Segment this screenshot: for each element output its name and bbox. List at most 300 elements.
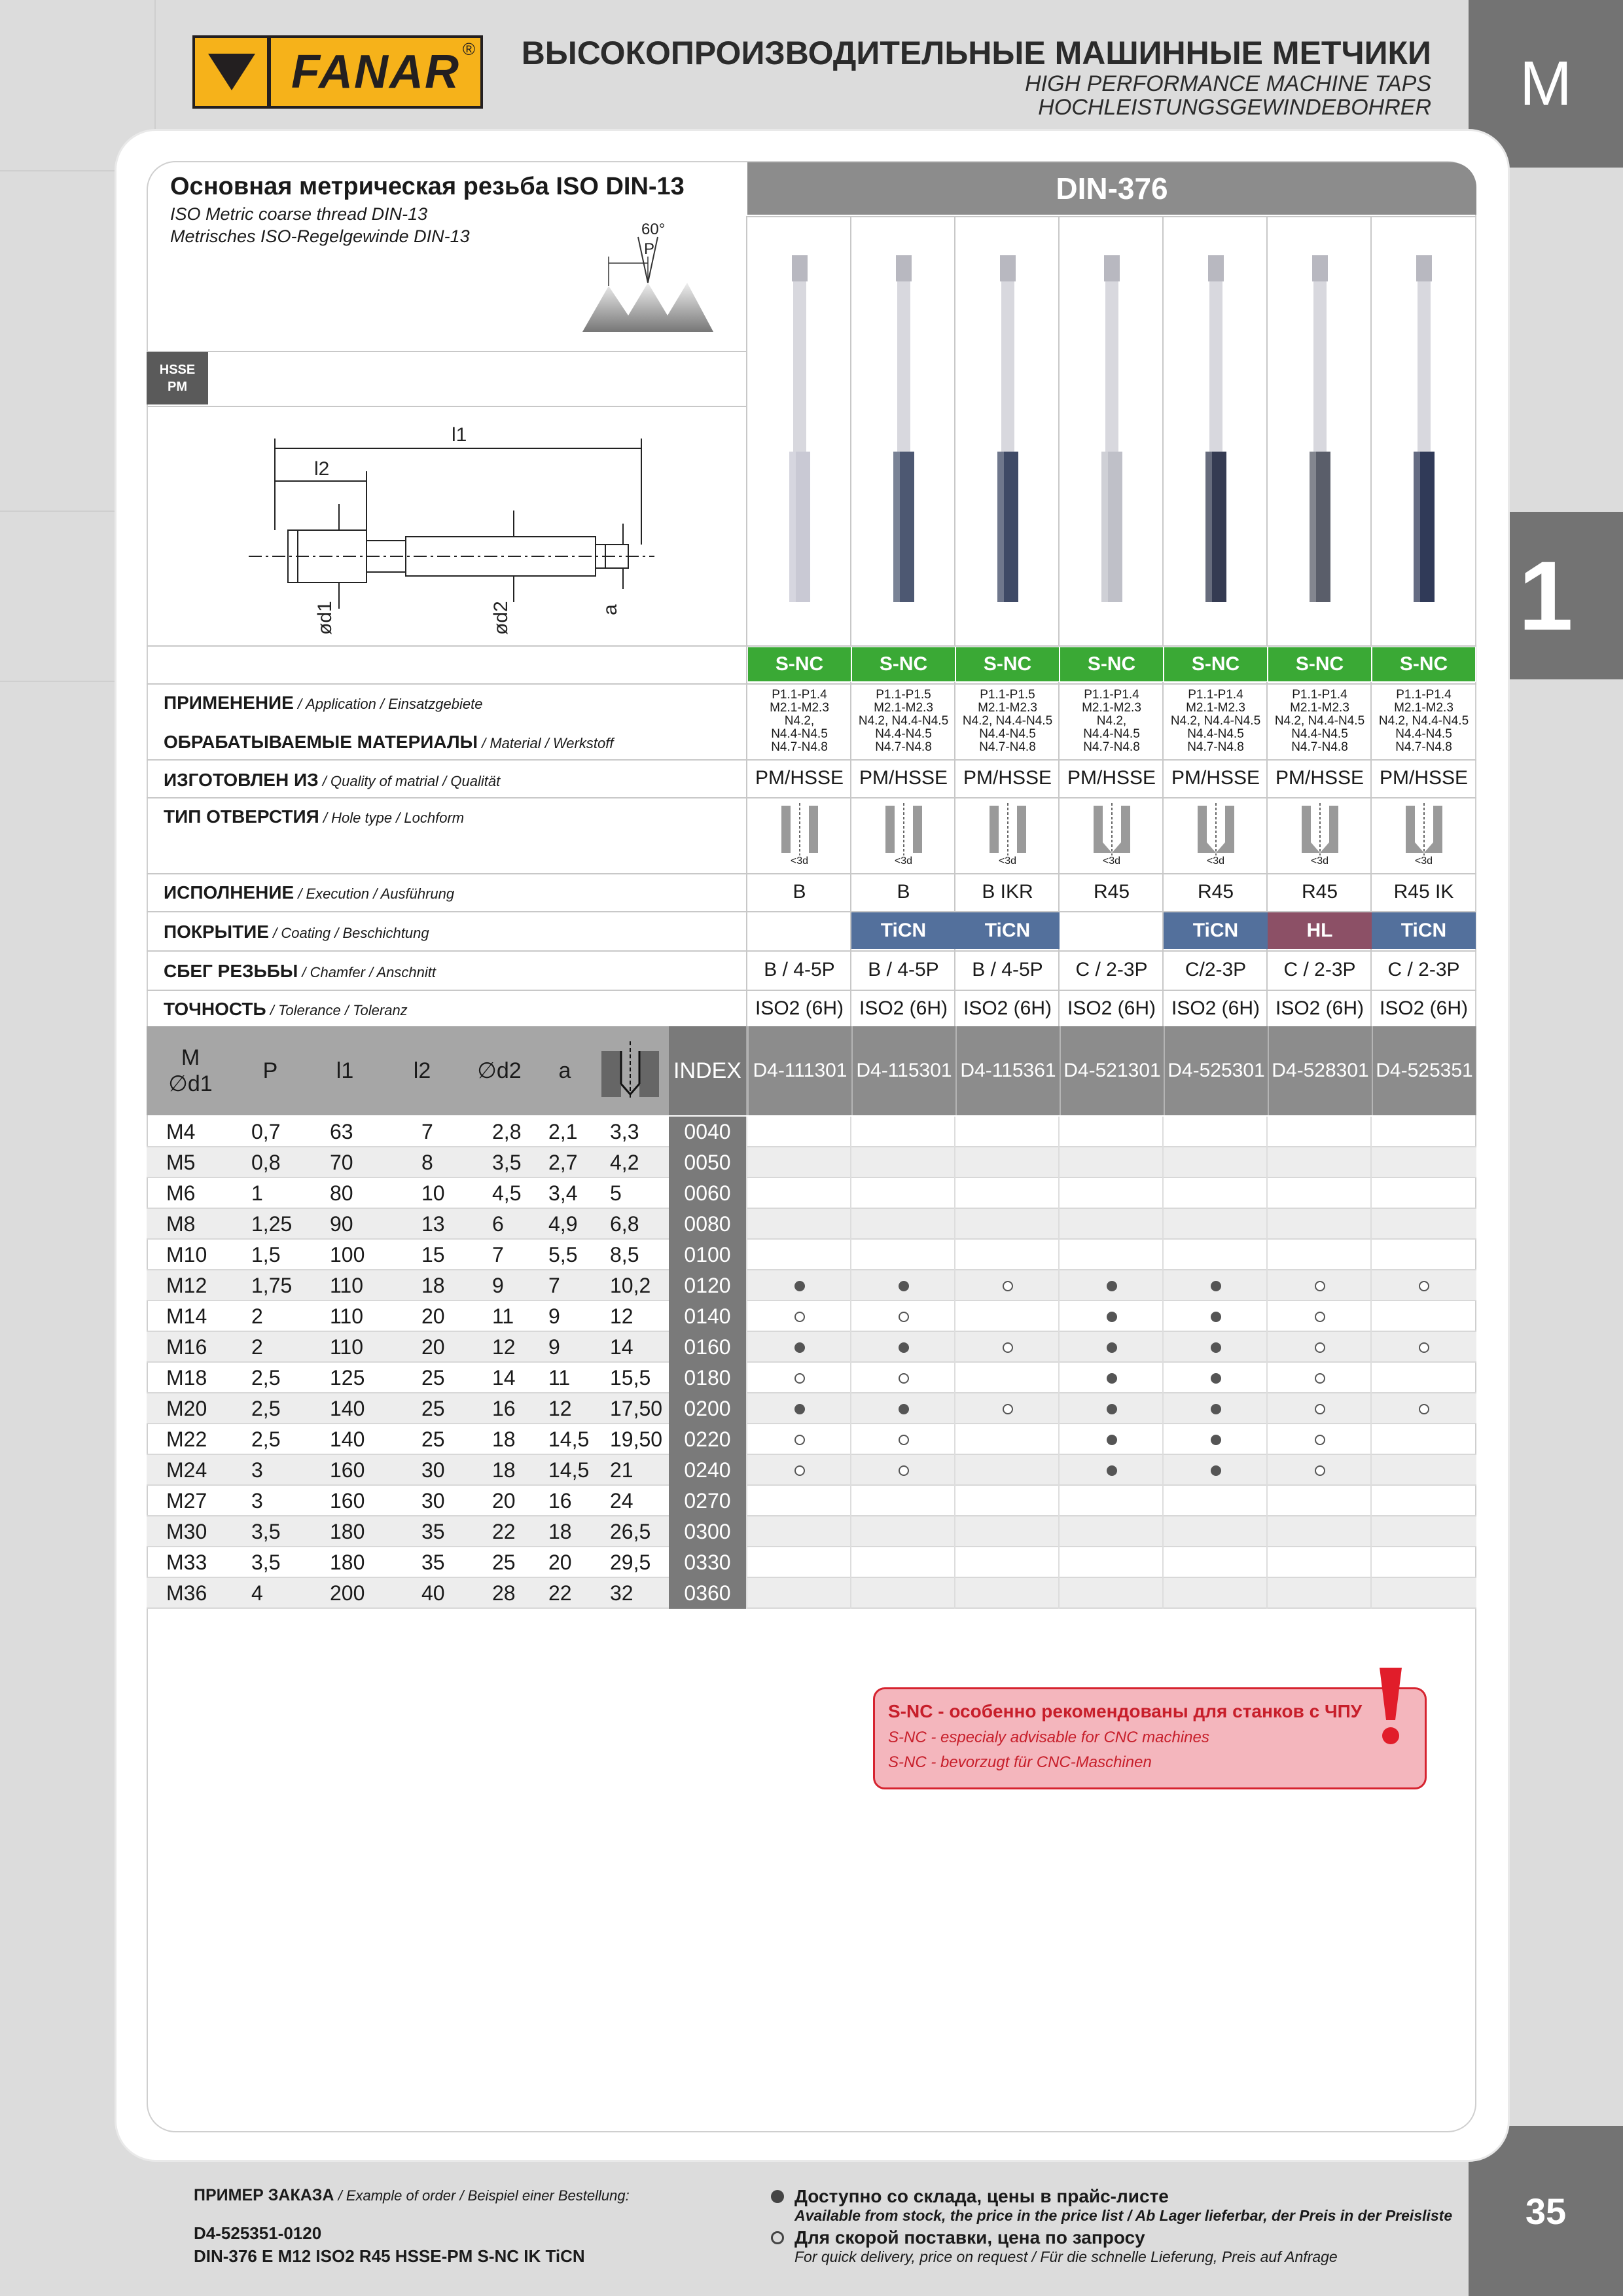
column-divider: [746, 1424, 747, 1455]
column-divider: [1370, 1147, 1372, 1178]
tolerance-value: ISO2 (6H): [1379, 997, 1469, 1019]
cell-p: 1: [251, 1181, 263, 1205]
tolerance-value: ISO2 (6H): [859, 997, 948, 1019]
column-divider: [746, 1332, 747, 1363]
column-divider: [746, 1393, 747, 1424]
cell-m: M4: [166, 1120, 196, 1143]
cell-dr: 24: [610, 1489, 633, 1513]
cell-m: M6: [166, 1181, 196, 1205]
table-row: [147, 1393, 1476, 1424]
th-index: INDEX: [669, 1026, 746, 1115]
cell-l1: 100: [330, 1243, 365, 1266]
on-request-dot: [1003, 1332, 1013, 1363]
cell-index: 0200: [669, 1393, 746, 1424]
cell-dr: 3,3: [610, 1120, 639, 1143]
made-of-value: PM/HSSE: [859, 767, 948, 789]
series-badge: S-NC: [1060, 647, 1164, 682]
cell-p: 2,5: [251, 1366, 281, 1390]
column-divider: [1370, 1547, 1372, 1578]
column-divider: [1266, 1240, 1268, 1270]
column-divider: [954, 1209, 955, 1240]
column-divider: [954, 1455, 955, 1486]
table-row: [147, 1455, 1476, 1486]
cell-a: 22: [548, 1581, 572, 1605]
available-stock-dot: [1107, 1332, 1117, 1363]
column-divider: [1266, 1301, 1268, 1332]
tap-dimension-drawing: [242, 419, 661, 641]
order-code: D4-525351-0120: [194, 2223, 322, 2243]
cell-m: M5: [166, 1151, 196, 1174]
on-request-dot: [794, 1424, 805, 1455]
cell-d2: 18: [492, 1458, 516, 1482]
on-request-dot: [1315, 1301, 1325, 1332]
table-row: [147, 1547, 1476, 1578]
cell-dr: 32: [610, 1581, 633, 1605]
logo-v-mark: [195, 38, 267, 106]
tap-image: [780, 255, 819, 609]
column-divider: [954, 1147, 955, 1178]
on-request-dot: [1315, 1393, 1325, 1424]
cell-d2: 7: [492, 1243, 504, 1266]
execution-value: R45: [1197, 881, 1234, 903]
cell-l2: 20: [421, 1304, 445, 1328]
on-request-dot: [1419, 1332, 1429, 1363]
column-divider: [1266, 1117, 1268, 1147]
column-divider: [1162, 1363, 1164, 1393]
table-row: [147, 1240, 1476, 1270]
made-of-value: PM/HSSE: [1275, 767, 1364, 789]
cell-p: 2,5: [251, 1397, 281, 1420]
chamfer-value: C / 2-3P: [1283, 959, 1356, 980]
cell-p: 0,7: [251, 1120, 281, 1143]
column-divider: [746, 1516, 747, 1547]
table-row: [147, 1147, 1476, 1178]
series-badge: S-NC: [955, 647, 1060, 682]
column-divider: [1370, 1178, 1372, 1209]
cell-m: M12: [166, 1274, 207, 1297]
cell-p: 2: [251, 1335, 263, 1359]
row-divider: [747, 216, 1476, 217]
column-divider: [850, 1332, 851, 1363]
cell-l2: 35: [421, 1520, 445, 1543]
th-a: a: [558, 1058, 571, 1083]
column-divider: [1162, 1332, 1164, 1363]
th-drill-icon: [592, 1026, 669, 1115]
cell-p: 2,5: [251, 1427, 281, 1451]
column-divider: [1058, 1578, 1060, 1609]
column-divider: [850, 1393, 851, 1424]
column-divider: [850, 1547, 851, 1578]
column-divider: [1266, 1424, 1268, 1455]
cell-l2: 25: [421, 1366, 445, 1390]
note-ru: S-NC - особенно рекомендованы для станков с ЧПУ: [888, 1701, 1363, 1721]
table-row: [147, 1424, 1476, 1455]
column-divider: [746, 1147, 747, 1178]
column-divider: [1058, 1393, 1060, 1424]
column-divider: [850, 1486, 851, 1516]
made-of-value: PM/HSSE: [1379, 767, 1469, 789]
tap-image: [988, 255, 1027, 609]
column-divider: [1058, 1516, 1060, 1547]
tap-image: [1404, 255, 1444, 609]
coating-value: TiCN: [1164, 912, 1268, 949]
column-divider: [954, 1363, 955, 1393]
column-divider: [746, 1486, 747, 1516]
application-codes: P1.1-P1.4 M2.1-M2.3 N4.2, N4.4-N4.5 N4.4-N4.5 N4.7-N4.8: [1274, 688, 1365, 754]
column-divider: [1162, 1301, 1164, 1332]
column-divider: [954, 1516, 955, 1547]
cell-l1: 140: [330, 1427, 365, 1451]
cell-m: M10: [166, 1243, 207, 1266]
hole-type-icon: <3d: [1060, 798, 1164, 872]
column-divider: [954, 1178, 955, 1209]
coating-value: [747, 912, 851, 949]
cell-l1: 200: [330, 1581, 365, 1605]
cell-a: 9: [548, 1304, 560, 1328]
material-badge-l1: HSSE: [159, 363, 196, 377]
cell-m: M36: [166, 1581, 207, 1605]
on-request-dot: [899, 1363, 909, 1393]
on-request-dot: [1419, 1270, 1429, 1301]
cell-d2: 6: [492, 1212, 504, 1236]
cell-index: 0180: [669, 1363, 746, 1393]
cell-p: 3: [251, 1458, 263, 1482]
column-divider: [1370, 1332, 1372, 1363]
column-divider: [1266, 1209, 1268, 1240]
available-stock-dot: [1211, 1301, 1221, 1332]
cell-d2: 2,8: [492, 1120, 522, 1143]
exclamation-icon: [1374, 1668, 1407, 1746]
application-codes: P1.1-P1.5 M2.1-M2.3 N4.2, N4.4-N4.5 N4.4-N4.5 N4.7-N4.8: [858, 688, 949, 754]
cell-l2: 20: [421, 1335, 445, 1359]
available-stock-dot: [1107, 1363, 1117, 1393]
series-badge: S-NC: [851, 647, 955, 682]
cell-a: 9: [548, 1335, 560, 1359]
made-of-value: PM/HSSE: [963, 767, 1052, 789]
on-request-dot: [794, 1301, 805, 1332]
cell-l1: 110: [330, 1304, 364, 1328]
cell-dr: 29,5: [610, 1551, 651, 1574]
table-row: [147, 1301, 1476, 1332]
cell-d2: 4,5: [492, 1181, 522, 1205]
column-divider: [954, 1486, 955, 1516]
chamfer-value: B / 4-5P: [972, 959, 1043, 980]
cell-d2: 14: [492, 1366, 516, 1390]
cell-p: 4: [251, 1581, 263, 1605]
column-divider: [1058, 1424, 1060, 1455]
table-row: [147, 1270, 1476, 1301]
application-codes: P1.1-P1.4 M2.1-M2.3 N4.2, N4.4-N4.5 N4.7-N4.8: [1082, 688, 1141, 754]
legend-stock: Доступно со склада, цены в прайс-листе Available from stock, the price in the price list / Ab Lager lieferbar, der Preis in der Preisliste: [771, 2186, 1452, 2225]
available-stock-dot: [1211, 1424, 1221, 1455]
column-divider: [746, 1455, 747, 1486]
table-row: [147, 1117, 1476, 1147]
on-request-dot: [1315, 1332, 1325, 1363]
cell-index: 0300: [669, 1516, 746, 1547]
tap-image: [1300, 255, 1340, 609]
column-divider: [850, 1147, 851, 1178]
column-divider: [1370, 1486, 1372, 1516]
column-divider: [850, 1455, 851, 1486]
label-made-of: ИЗГОТОВЛЕН ИЗ / Quality of matrial / Qualität: [164, 770, 501, 790]
column-divider: [850, 1301, 851, 1332]
cell-d2: 22: [492, 1520, 516, 1543]
application-codes: P1.1-P1.4 M2.1-M2.3 N4.2, N4.4-N4.5 N4.4-N4.5 N4.7-N4.8: [1378, 688, 1469, 754]
thread-profile-icon: [576, 217, 726, 335]
order-example: [194, 2186, 630, 2267]
cell-a: 7: [548, 1274, 560, 1297]
cell-l2: 25: [421, 1397, 445, 1420]
cell-a: 20: [548, 1551, 572, 1574]
cell-a: 12: [548, 1397, 572, 1420]
available-stock-dot: [1107, 1301, 1117, 1332]
tolerance-value: ISO2 (6H): [1275, 997, 1364, 1019]
availability-legend: [771, 2186, 1452, 2269]
tap-image: [884, 255, 923, 609]
on-request-dot: [1003, 1393, 1013, 1424]
column-divider: [954, 1240, 955, 1270]
fanar-logo: [192, 35, 483, 109]
header-title-en: HIGH PERFORMANCE MACHINE TAPS: [1025, 71, 1431, 96]
column-divider: [1162, 1578, 1164, 1609]
column-divider: [1266, 1178, 1268, 1209]
th-p: P: [262, 1058, 278, 1083]
cell-l2: 7: [421, 1120, 433, 1143]
cell-l1: 80: [330, 1181, 353, 1205]
cell-a: 11: [548, 1366, 571, 1390]
cell-a: 18: [548, 1520, 572, 1543]
drawing-l1: l1: [452, 424, 467, 446]
available-stock-dot: [1107, 1455, 1117, 1486]
th-m: M ∅d1: [168, 1045, 213, 1096]
cell-l1: 70: [330, 1151, 353, 1174]
cell-d2: 18: [492, 1427, 516, 1451]
available-stock-dot: [794, 1393, 805, 1424]
cell-m: M8: [166, 1212, 196, 1236]
thread-title: Основная метрическая резьба ISO DIN-13: [170, 173, 685, 200]
column-divider: [850, 1178, 851, 1209]
chamfer-value: C/2-3P: [1185, 959, 1247, 980]
cell-index: 0240: [669, 1455, 746, 1486]
material-badge-l2: PM: [168, 380, 187, 394]
column-divider: [1266, 1486, 1268, 1516]
column-divider: [1162, 1486, 1164, 1516]
available-stock-dot: [899, 1393, 909, 1424]
execution-value: R45 IK: [1393, 881, 1454, 903]
cell-index: 0160: [669, 1332, 746, 1363]
available-stock-dot: [899, 1332, 909, 1363]
cell-dr: 6,8: [610, 1212, 639, 1236]
made-of-value: PM/HSSE: [1067, 767, 1156, 789]
tap-image: [1196, 255, 1236, 609]
cell-m: M20: [166, 1397, 207, 1420]
cell-a: 2,1: [548, 1120, 578, 1143]
column-divider: [1162, 1393, 1164, 1424]
product-code: D4-525351: [1372, 1026, 1476, 1115]
column-divider: [1266, 1393, 1268, 1424]
column-divider: [746, 1363, 747, 1393]
chapter-tab: 1: [1469, 512, 1623, 679]
column-divider: [954, 1424, 955, 1455]
cell-l2: 30: [421, 1489, 445, 1513]
cell-m: M30: [166, 1520, 207, 1543]
drawing-d1: ød1: [314, 601, 336, 635]
cell-a: 4,9: [548, 1212, 578, 1236]
cell-index: 0050: [669, 1147, 746, 1178]
execution-value: R45: [1093, 881, 1130, 903]
thread-subtitle-en: ISO Metric coarse thread DIN-13: [170, 204, 428, 224]
column-divider: [954, 1393, 955, 1424]
coating-value: [1060, 912, 1164, 949]
application-codes: P1.1-P1.4 M2.1-M2.3 N4.2, N4.4-N4.5 N4.7-N4.8: [770, 688, 829, 754]
cell-l2: 25: [421, 1427, 445, 1451]
column-divider: [1162, 1240, 1164, 1270]
chamfer-value: B / 4-5P: [868, 959, 939, 980]
column-divider: [1162, 1516, 1164, 1547]
product-code: D4-115361: [955, 1026, 1060, 1115]
cell-p: 1,75: [251, 1274, 293, 1297]
hole-type-icon: <3d: [955, 798, 1060, 872]
coating-value: TiCN: [955, 912, 1060, 949]
cell-d2: 3,5: [492, 1151, 522, 1174]
column-divider: [850, 1209, 851, 1240]
on-request-dot: [794, 1363, 805, 1393]
execution-value: B IKR: [982, 881, 1033, 903]
table-row: [147, 1363, 1476, 1393]
available-stock-dot: [1107, 1270, 1117, 1301]
column-divider: [1370, 1363, 1372, 1393]
note-de: S-NC - bevorzugt für CNC-Maschinen: [888, 1753, 1152, 1771]
cell-m: M33: [166, 1551, 207, 1574]
cell-l1: 180: [330, 1520, 365, 1543]
hole-type-icon: <3d: [747, 798, 851, 872]
table-row: [147, 1516, 1476, 1547]
column-divider: [1370, 1424, 1372, 1455]
cell-index: 0360: [669, 1578, 746, 1609]
cell-m: M24: [166, 1458, 207, 1482]
on-request-dot: [1315, 1363, 1325, 1393]
product-code: D4-115301: [851, 1026, 955, 1115]
column-divider: [1370, 1301, 1372, 1332]
column-divider: [1266, 1516, 1268, 1547]
cell-l2: 40: [421, 1581, 445, 1605]
cell-m: M14: [166, 1304, 207, 1328]
column-divider: [746, 1547, 747, 1578]
cell-p: 0,8: [251, 1151, 281, 1174]
th-l2: l2: [413, 1058, 431, 1083]
cell-p: 1,25: [251, 1212, 293, 1236]
cell-dr: 8,5: [610, 1243, 639, 1266]
column-divider: [850, 1578, 851, 1609]
cell-l1: 160: [330, 1458, 365, 1482]
column-divider: [746, 1240, 747, 1270]
column-divider: [954, 1270, 955, 1301]
header-title-de: HOCHLEISTUNGSGEWINDEBOHRER: [1038, 95, 1431, 120]
on-request-dot: [1315, 1455, 1325, 1486]
product-code: D4-525301: [1164, 1026, 1268, 1115]
drawing-a: a: [599, 604, 621, 615]
execution-value: B: [897, 881, 910, 903]
column-divider: [1370, 1240, 1372, 1270]
hole-type-icon: <3d: [1372, 798, 1476, 872]
column-divider: [954, 1578, 955, 1609]
label-coating: ПОКРЫТИЕ / Coating / Beschichtung: [164, 922, 429, 942]
cell-dr: 19,50: [610, 1427, 663, 1451]
cell-dr: 15,5: [610, 1366, 651, 1390]
column-divider: [1162, 1455, 1164, 1486]
divider: [147, 406, 747, 407]
available-stock-dot: [1211, 1455, 1221, 1486]
cell-l1: 90: [330, 1212, 353, 1236]
table-row: [147, 1209, 1476, 1240]
available-stock-dot: [1211, 1332, 1221, 1363]
product-code: D4-521301: [1060, 1026, 1164, 1115]
th-d2: ∅d2: [477, 1058, 522, 1083]
column-divider: [1058, 1178, 1060, 1209]
column-divider: [1370, 1117, 1372, 1147]
cell-index: 0220: [669, 1424, 746, 1455]
column-divider: [746, 1578, 747, 1609]
on-request-dot: [1315, 1424, 1325, 1455]
table-row: [147, 1178, 1476, 1209]
column-divider: [1370, 1270, 1372, 1301]
column-divider: [954, 1301, 955, 1332]
cell-d2: 28: [492, 1581, 516, 1605]
column-divider: [1370, 1516, 1372, 1547]
cell-index: 0100: [669, 1240, 746, 1270]
cell-l2: 18: [421, 1274, 445, 1297]
cell-index: 0040: [669, 1117, 746, 1147]
column-divider: [1162, 1424, 1164, 1455]
column-divider: [1058, 1270, 1060, 1301]
cell-d2: 25: [492, 1551, 516, 1574]
hole-type-icon: <3d: [1164, 798, 1268, 872]
label-materials: ОБРАБАТЫВАЕМЫЕ МАТЕРИАЛЫ / Material / Werkstoff: [164, 732, 614, 752]
column-divider: [1266, 1547, 1268, 1578]
available-stock-dot: [1107, 1424, 1117, 1455]
order-label: ПРИМЕР ЗАКАЗА / Example of order / Beispiel einer Bestellung:: [194, 2186, 630, 2204]
page-number: 35: [1469, 2126, 1623, 2296]
column-divider: [1058, 1455, 1060, 1486]
column-divider: [1058, 1332, 1060, 1363]
cell-l2: 10: [421, 1181, 445, 1205]
execution-value: R45: [1301, 881, 1338, 903]
cell-l1: 110: [330, 1335, 364, 1359]
on-request-dot: [899, 1424, 909, 1455]
cell-dr: 5: [610, 1181, 622, 1205]
cell-l2: 13: [421, 1212, 445, 1236]
column-divider: [1266, 1455, 1268, 1486]
tap-image: [1092, 255, 1132, 609]
column-divider: [954, 1547, 955, 1578]
cell-a: 14,5: [548, 1427, 590, 1451]
column-divider: [1266, 1363, 1268, 1393]
cell-p: 3: [251, 1489, 263, 1513]
cell-a: 14,5: [548, 1458, 590, 1482]
series-badge: S-NC: [747, 647, 851, 682]
tolerance-value: ISO2 (6H): [963, 997, 1052, 1019]
cell-p: 2: [251, 1304, 263, 1328]
available-stock-dot: [899, 1270, 909, 1301]
material-badge: [147, 352, 208, 404]
cell-m: M27: [166, 1489, 207, 1513]
cell-a: 5,5: [548, 1243, 578, 1266]
column-divider: [746, 1270, 747, 1301]
cell-l2: 35: [421, 1551, 445, 1574]
standard-header: DIN-376: [747, 162, 1476, 215]
coating-value: TiCN: [851, 912, 955, 949]
thread-pitch-label: P: [644, 240, 655, 258]
